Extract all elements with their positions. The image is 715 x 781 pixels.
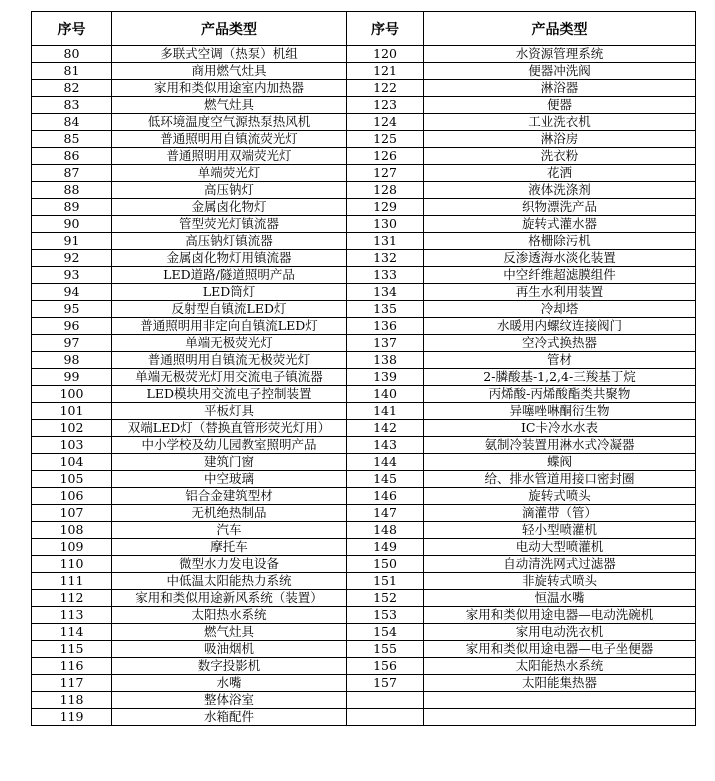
- serial-cell: 99: [32, 369, 112, 386]
- product-type-cell: 空冷式换热器: [424, 335, 696, 352]
- serial-cell: 96: [32, 318, 112, 335]
- product-type-cell: [424, 709, 696, 726]
- serial-cell: 153: [347, 607, 424, 624]
- table-row: [32, 335, 696, 352]
- serial-cell: 83: [32, 97, 112, 114]
- product-type-cell: 太阳能集热器: [424, 675, 696, 692]
- table-row: [32, 692, 696, 709]
- product-type-cell: 家用和类似用途室内加热器: [112, 80, 347, 97]
- table-row: [32, 216, 696, 233]
- serial-cell: 122: [347, 80, 424, 97]
- serial-cell: 124: [347, 114, 424, 131]
- product-type-cell: 金属卤化物灯: [112, 199, 347, 216]
- product-type-cell: 淋浴器: [424, 80, 696, 97]
- serial-cell: 115: [32, 641, 112, 658]
- table-row: [32, 97, 696, 114]
- serial-cell: 92: [32, 250, 112, 267]
- table-row: [32, 369, 696, 386]
- product-type-cell: 普通照明用非定向自镇流LED灯: [112, 318, 347, 335]
- product-type-cell: 反渗透海水淡化装置: [424, 250, 696, 267]
- table-row: [32, 46, 696, 63]
- product-type-cell: 水箱配件: [112, 709, 347, 726]
- product-type-cell: 管材: [424, 352, 696, 369]
- product-type-cell: 普通照明用自镇流荧光灯: [112, 131, 347, 148]
- serial-cell: 133: [347, 267, 424, 284]
- product-type-cell: [424, 692, 696, 709]
- serial-cell: 86: [32, 148, 112, 165]
- table-row: [32, 658, 696, 675]
- serial-cell: 155: [347, 641, 424, 658]
- product-type-cell: IC卡冷水水表: [424, 420, 696, 437]
- serial-cell: 84: [32, 114, 112, 131]
- product-type-cell: 单端无极荧光灯: [112, 335, 347, 352]
- product-type-cell: 双端LED灯（替换直管形荧光灯用）: [112, 420, 347, 437]
- serial-cell: 85: [32, 131, 112, 148]
- header-type-left: 产品类型: [112, 12, 347, 46]
- table-row: [32, 505, 696, 522]
- product-type-cell: 反射型自镇流LED灯: [112, 301, 347, 318]
- product-type-cell: 自动清洗网式过滤器: [424, 556, 696, 573]
- product-type-cell: 普通照明用自镇流无极荧光灯: [112, 352, 347, 369]
- serial-cell: 89: [32, 199, 112, 216]
- serial-cell: 116: [32, 658, 112, 675]
- serial-cell: 108: [32, 522, 112, 539]
- serial-cell: 91: [32, 233, 112, 250]
- serial-cell: 145: [347, 471, 424, 488]
- serial-cell: 95: [32, 301, 112, 318]
- product-type-cell: 家用和类似用途电器—电子坐便器: [424, 641, 696, 658]
- serial-cell: 87: [32, 165, 112, 182]
- table-row: [32, 624, 696, 641]
- product-type-cell: 金属卤化物灯用镇流器: [112, 250, 347, 267]
- product-type-cell: 吸油烟机: [112, 641, 347, 658]
- product-type-cell: 蝶阀: [424, 454, 696, 471]
- serial-cell: 112: [32, 590, 112, 607]
- table-row: [32, 641, 696, 658]
- serial-cell: 156: [347, 658, 424, 675]
- table-row: [32, 386, 696, 403]
- table-row: [32, 675, 696, 692]
- product-type-cell: 中空纤维超滤膜组件: [424, 267, 696, 284]
- table-row: [32, 165, 696, 182]
- header-serial-right: 序号: [347, 12, 424, 46]
- table-row: [32, 318, 696, 335]
- serial-cell: 130: [347, 216, 424, 233]
- table-row: [32, 471, 696, 488]
- serial-cell: 134: [347, 284, 424, 301]
- product-type-cell: 平板灯具: [112, 403, 347, 420]
- product-type-cell: 整体浴室: [112, 692, 347, 709]
- serial-cell: 121: [347, 63, 424, 80]
- product-type-cell: 洗衣粉: [424, 148, 696, 165]
- table-row: [32, 63, 696, 80]
- table-row: [32, 267, 696, 284]
- product-type-cell: 多联式空调（热泵）机组: [112, 46, 347, 63]
- product-type-table: [31, 11, 696, 726]
- serial-cell: 111: [32, 573, 112, 590]
- product-type-cell: 太阳热水系统: [112, 607, 347, 624]
- table-row: [32, 114, 696, 131]
- serial-cell: 104: [32, 454, 112, 471]
- serial-cell: 141: [347, 403, 424, 420]
- serial-cell: 128: [347, 182, 424, 199]
- serial-cell: 137: [347, 335, 424, 352]
- product-type-cell: 水嘴: [112, 675, 347, 692]
- table-row: [32, 573, 696, 590]
- product-type-cell: 冷却塔: [424, 301, 696, 318]
- table-row: [32, 301, 696, 318]
- product-type-cell: 汽车: [112, 522, 347, 539]
- serial-cell: 154: [347, 624, 424, 641]
- product-type-cell: 格栅除污机: [424, 233, 696, 250]
- serial-cell: 101: [32, 403, 112, 420]
- table-row: [32, 403, 696, 420]
- product-type-cell: 单端荧光灯: [112, 165, 347, 182]
- serial-cell: 118: [32, 692, 112, 709]
- product-type-cell: 轻小型喷灌机: [424, 522, 696, 539]
- product-type-cell: 旋转式灌水器: [424, 216, 696, 233]
- serial-cell: 94: [32, 284, 112, 301]
- table-row: [32, 590, 696, 607]
- header-serial-left: 序号: [32, 12, 112, 46]
- serial-cell: 82: [32, 80, 112, 97]
- serial-cell: 148: [347, 522, 424, 539]
- table-row: [32, 284, 696, 301]
- product-type-cell: 家用电动洗衣机: [424, 624, 696, 641]
- product-type-cell: 花洒: [424, 165, 696, 182]
- product-type-cell: 商用燃气灶具: [112, 63, 347, 80]
- product-type-cell: 给、排水管道用接口密封圈: [424, 471, 696, 488]
- product-type-cell: 家用和类似用途新风系统（装置）: [112, 590, 347, 607]
- product-type-cell: 水资源管理系统: [424, 46, 696, 63]
- serial-cell: 105: [32, 471, 112, 488]
- product-type-cell: LED筒灯: [112, 284, 347, 301]
- product-type-cell: 家用和类似用途电器—电动洗碗机: [424, 607, 696, 624]
- serial-cell: 149: [347, 539, 424, 556]
- product-type-cell: 无机绝热制品: [112, 505, 347, 522]
- table-row: [32, 352, 696, 369]
- table-row: [32, 539, 696, 556]
- serial-cell: 93: [32, 267, 112, 284]
- product-type-cell: 工业洗衣机: [424, 114, 696, 131]
- serial-cell: 117: [32, 675, 112, 692]
- product-type-cell: 低环境温度空气源热泵热风机: [112, 114, 347, 131]
- serial-cell: 132: [347, 250, 424, 267]
- table-row: [32, 182, 696, 199]
- serial-cell: 147: [347, 505, 424, 522]
- product-type-cell: 便器冲洗阀: [424, 63, 696, 80]
- product-type-cell: LED模块用交流电子控制装置: [112, 386, 347, 403]
- serial-cell: 114: [32, 624, 112, 641]
- serial-cell: 127: [347, 165, 424, 182]
- serial-cell: 135: [347, 301, 424, 318]
- serial-cell: 106: [32, 488, 112, 505]
- serial-cell: 80: [32, 46, 112, 63]
- product-type-cell: 滴灌带（管）: [424, 505, 696, 522]
- table-row: [32, 709, 696, 726]
- product-type-cell: 数字投影机: [112, 658, 347, 675]
- serial-cell: 125: [347, 131, 424, 148]
- product-type-cell: 液体洗涤剂: [424, 182, 696, 199]
- table-row: [32, 148, 696, 165]
- product-type-cell: 铝合金建筑型材: [112, 488, 347, 505]
- serial-cell: 157: [347, 675, 424, 692]
- product-type-cell: 高压钠灯: [112, 182, 347, 199]
- product-type-cell: 旋转式喷头: [424, 488, 696, 505]
- table-row: [32, 80, 696, 97]
- serial-cell: 103: [32, 437, 112, 454]
- serial-cell: 152: [347, 590, 424, 607]
- table-row: [32, 607, 696, 624]
- product-type-cell: 微型水力发电设备: [112, 556, 347, 573]
- table-row: [32, 522, 696, 539]
- table-row: [32, 488, 696, 505]
- product-type-cell: 建筑门窗: [112, 454, 347, 471]
- product-type-cell: 异噻唑啉酮衍生物: [424, 403, 696, 420]
- product-type-cell: 管型荧光灯镇流器: [112, 216, 347, 233]
- product-type-cell: 非旋转式喷头: [424, 573, 696, 590]
- table-row: [32, 131, 696, 148]
- product-type-cell: 便器: [424, 97, 696, 114]
- table-row: [32, 556, 696, 573]
- serial-cell: 109: [32, 539, 112, 556]
- serial-cell: 131: [347, 233, 424, 250]
- product-type-cell: 电动大型喷灌机: [424, 539, 696, 556]
- product-type-cell: 燃气灶具: [112, 97, 347, 114]
- table-row: [32, 199, 696, 216]
- product-type-cell: 恒温水嘴: [424, 590, 696, 607]
- serial-cell: 138: [347, 352, 424, 369]
- serial-cell: [347, 709, 424, 726]
- serial-cell: 102: [32, 420, 112, 437]
- serial-cell: 146: [347, 488, 424, 505]
- table-row: [32, 420, 696, 437]
- product-type-cell: 2-膦酸基-1,2,4-三羧基丁烷: [424, 369, 696, 386]
- product-type-cell: 中低温太阳能热力系统: [112, 573, 347, 590]
- product-type-cell: 水暖用内螺纹连接阀门: [424, 318, 696, 335]
- serial-cell: 123: [347, 97, 424, 114]
- product-type-cell: 摩托车: [112, 539, 347, 556]
- product-type-cell: 中空玻璃: [112, 471, 347, 488]
- serial-cell: 90: [32, 216, 112, 233]
- serial-cell: 143: [347, 437, 424, 454]
- product-type-cell: 织物漂洗产品: [424, 199, 696, 216]
- product-type-cell: 普通照明用双端荧光灯: [112, 148, 347, 165]
- serial-cell: 139: [347, 369, 424, 386]
- serial-cell: 120: [347, 46, 424, 63]
- table-row: [32, 233, 696, 250]
- product-type-cell: LED道路/隧道照明产品: [112, 267, 347, 284]
- product-type-cell: 中小学校及幼儿园教室照明产品: [112, 437, 347, 454]
- serial-cell: 126: [347, 148, 424, 165]
- serial-cell: 97: [32, 335, 112, 352]
- product-type-cell: 丙烯酸-丙烯酸酯类共聚物: [424, 386, 696, 403]
- serial-cell: 100: [32, 386, 112, 403]
- serial-cell: 150: [347, 556, 424, 573]
- serial-cell: 110: [32, 556, 112, 573]
- header-type-right: 产品类型: [424, 12, 696, 46]
- serial-cell: 88: [32, 182, 112, 199]
- table-row: [32, 437, 696, 454]
- serial-cell: [347, 692, 424, 709]
- serial-cell: 140: [347, 386, 424, 403]
- serial-cell: 119: [32, 709, 112, 726]
- serial-cell: 81: [32, 63, 112, 80]
- serial-cell: 144: [347, 454, 424, 471]
- serial-cell: 113: [32, 607, 112, 624]
- product-type-cell: 淋浴房: [424, 131, 696, 148]
- product-type-cell: 单端无极荧光灯用交流电子镇流器: [112, 369, 347, 386]
- serial-cell: 136: [347, 318, 424, 335]
- product-type-cell: 太阳能热水系统: [424, 658, 696, 675]
- table-row: [32, 454, 696, 471]
- product-type-cell: 高压钠灯镇流器: [112, 233, 347, 250]
- product-type-cell: 燃气灶具: [112, 624, 347, 641]
- product-type-cell: 再生水利用装置: [424, 284, 696, 301]
- product-type-cell: 氨制冷装置用淋水式冷凝器: [424, 437, 696, 454]
- serial-cell: 129: [347, 199, 424, 216]
- serial-cell: 98: [32, 352, 112, 369]
- table-row: [32, 250, 696, 267]
- serial-cell: 107: [32, 505, 112, 522]
- serial-cell: 151: [347, 573, 424, 590]
- header-row: [32, 12, 696, 46]
- serial-cell: 142: [347, 420, 424, 437]
